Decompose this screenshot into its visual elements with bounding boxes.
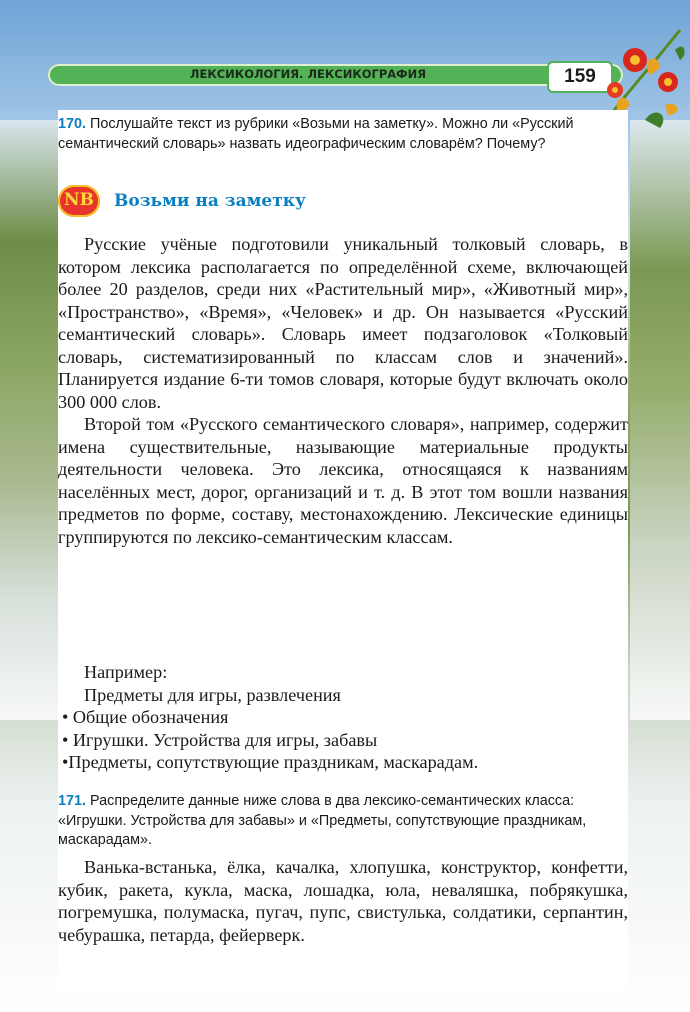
word-list (58, 856, 628, 946)
task-170 (58, 115, 628, 154)
task-171-text: Распределите данные ниже слова в два лексико-семантических класса: «Игрушки. Устройства для забавы» и «Предметы, сопутствующие праздникам, маскарадам». (58, 793, 587, 849)
example-intro: Например: (84, 662, 168, 682)
background-landscape-right (630, 120, 690, 720)
example-item: •Предметы, сопутствующие праздникам, маскарадам. (62, 752, 479, 772)
nb-badge-text: NB (64, 190, 94, 210)
task-171-number: 171. (58, 793, 87, 809)
page-number: 159 (564, 66, 596, 87)
task-171 (58, 792, 628, 851)
example-item: • Общие обозначения (62, 707, 229, 727)
textbook-page (58, 110, 628, 990)
running-header-bar (48, 64, 623, 86)
background-landscape-left (0, 120, 60, 720)
example-list (58, 661, 628, 774)
word-list-text: Ванька-встанька, ёлка, качалка, хлопушка, конструктор, конфетти, кубик, ракета, кукла, маска, лошадка, юла, неваляшка, побрякушка, погремушка, полумаска, пугач, пупс, свистулька, солдатики, серпантин, чебурашка, петарда, фейерверк. (58, 857, 628, 945)
nb-title: Возьми на заметку (114, 191, 306, 211)
article-paragraph-1: Русские учёные подготовили уникальный толковый словарь, в котором лексика располагается по определённой схеме, включающей более 20 разделов, среди них «Растительный мир», «Животный мир», «Пространство», «Время», «Человек» и др. Он называется «Русский семантический словарь». Словарь имеет подзаголовок «Толковый словарь, систематизированный по классам слов и значений». Планируется издание 6-ти томов словаря, которые будут включать около 300 000 слов. (58, 234, 628, 412)
nb-heading (58, 185, 628, 219)
article-text (58, 233, 628, 548)
example-heading: Предметы для игры, развлечения (84, 684, 341, 705)
task-170-number: 170. (58, 116, 87, 132)
example-item: • Игрушки. Устройства для игры, забавы (62, 729, 378, 750)
article-paragraph-2: Второй том «Русского семантического словаря», например, содержит имена существительные, называющие материальные продукты деятельности человека. Это лексика, относящаяся к названиям населённых мест, дорог, организаций и т. д. В этот том вошли названия предметов по форме, составу, местонахождению. Лексические единицы группируются по лексико-семантическим классам. (58, 414, 628, 547)
task-170-text: Послушайте текст из рубрики «Возьми на заметку». Можно ли «Русский семантический словарь» назвать идеографическим словарём? Почему? (58, 116, 574, 152)
section-title: ЛЕКСИКОЛОГИЯ. ЛЕКСИКОГРАФИЯ (189, 67, 427, 81)
nb-icon (58, 185, 100, 217)
